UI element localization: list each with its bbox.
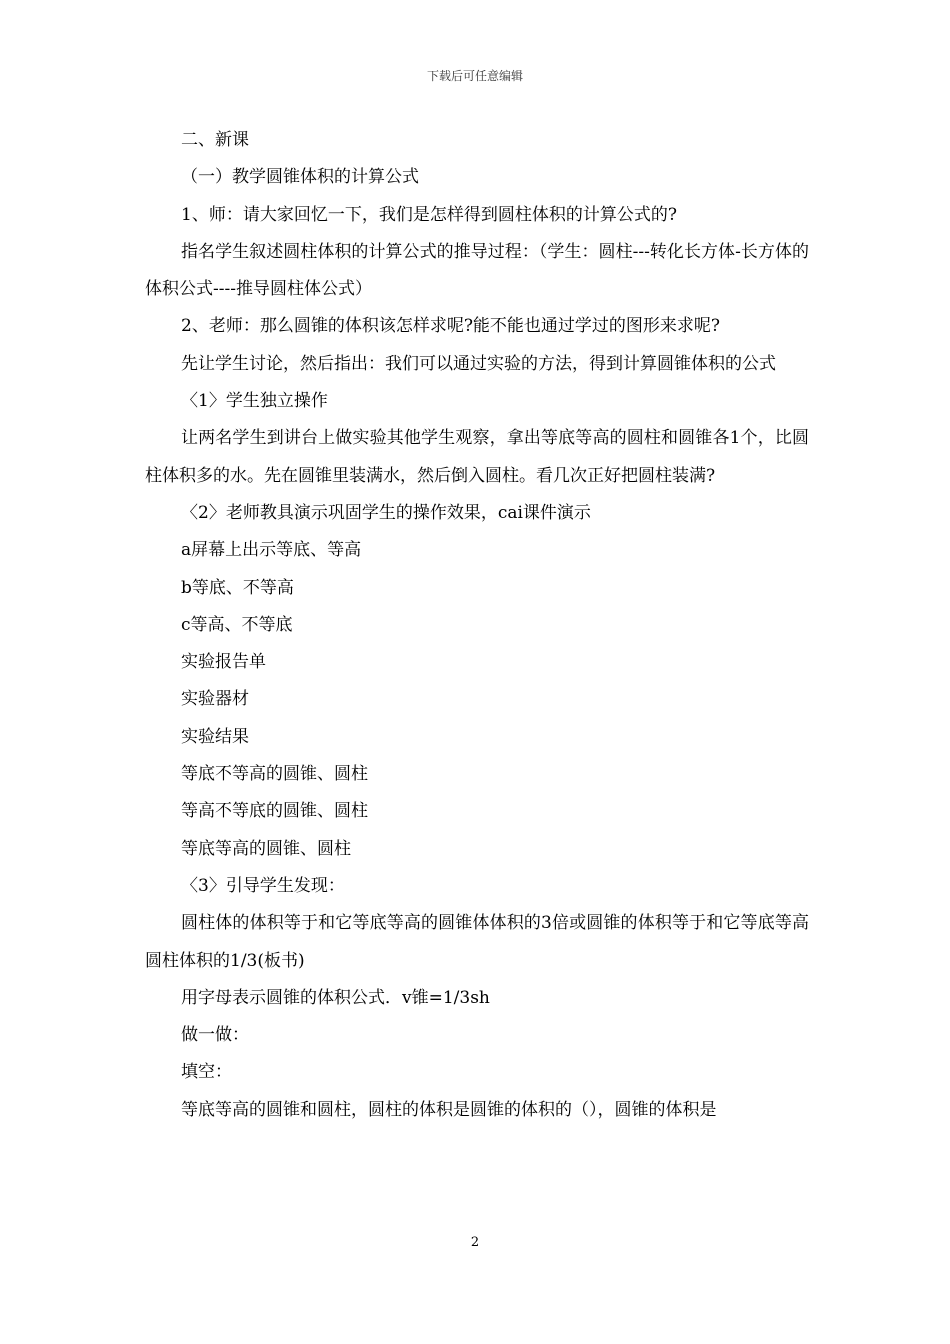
paragraph: 实验器材 <box>181 689 249 710</box>
subsection-heading: （一）教学圆锥体积的计算公式 <box>181 167 419 188</box>
paragraph: 做一做： <box>181 1025 249 1046</box>
paragraph: 圆柱体的体积等于和它等底等高的圆锥体体积的3倍或圆锥的体积等于和它等底等高圆柱体积的1/3(板书) <box>145 913 809 971</box>
list-item: b等底、不等高 <box>181 577 294 598</box>
formula-line: 用字母表示圆锥的体积公式．v锥=1/3sh <box>181 987 490 1008</box>
paragraph: 实验报告单 <box>181 652 266 673</box>
paragraph: 实验结果 <box>181 726 249 747</box>
page-number: 2 <box>470 1235 480 1250</box>
step-heading: 〈1〉学生独立操作 <box>181 391 328 412</box>
paragraph: 等高不等底的圆锥、圆柱 <box>181 801 368 822</box>
paragraph: 2、老师：那么圆锥的体积该怎样求呢?能不能也通过学过的图形来求呢? <box>181 316 721 337</box>
step-heading: 〈2〉老师教具演示巩固学生的操作效果，cai课件演示 <box>181 502 591 523</box>
paragraph: 让两名学生到讲台上做实验其他学生观察，拿出等底等高的圆柱和圆锥各1个，比圆柱体积多的水。先在圆锥里装满水，然后倒入圆柱。看几次正好把圆柱装满? <box>145 428 809 486</box>
paragraph: 填空： <box>181 1062 232 1083</box>
paragraph: 等底不等高的圆锥、圆柱 <box>181 764 368 785</box>
paragraph: 等底等高的圆锥和圆柱，圆柱的体积是圆锥的体积的（），圆锥的体积是 <box>181 1099 717 1120</box>
paragraph: 1、师：请大家回忆一下，我们是怎样得到圆柱体积的计算公式的? <box>181 204 677 225</box>
page-header: 下载后可任意编辑 <box>426 69 523 83</box>
list-item: c等高、不等底 <box>181 614 293 635</box>
step-heading: 〈3〉引导学生发现： <box>181 875 345 896</box>
paragraph: 先让学生讨论，然后指出：我们可以通过实验的方法，得到计算圆锥体积的公式 <box>181 353 776 374</box>
paragraph: 指名学生叙述圆柱体积的计算公式的推导过程：（学生：圆柱---转化长方体-长方体的体积公式----推导圆柱体公式） <box>145 241 809 300</box>
paragraph: 等底等高的圆锥、圆柱 <box>181 838 351 859</box>
section-heading: 二、新课 <box>181 130 249 150</box>
list-item: a屏幕上出示等底、等高 <box>181 540 362 561</box>
document-body <box>145 122 809 1129</box>
